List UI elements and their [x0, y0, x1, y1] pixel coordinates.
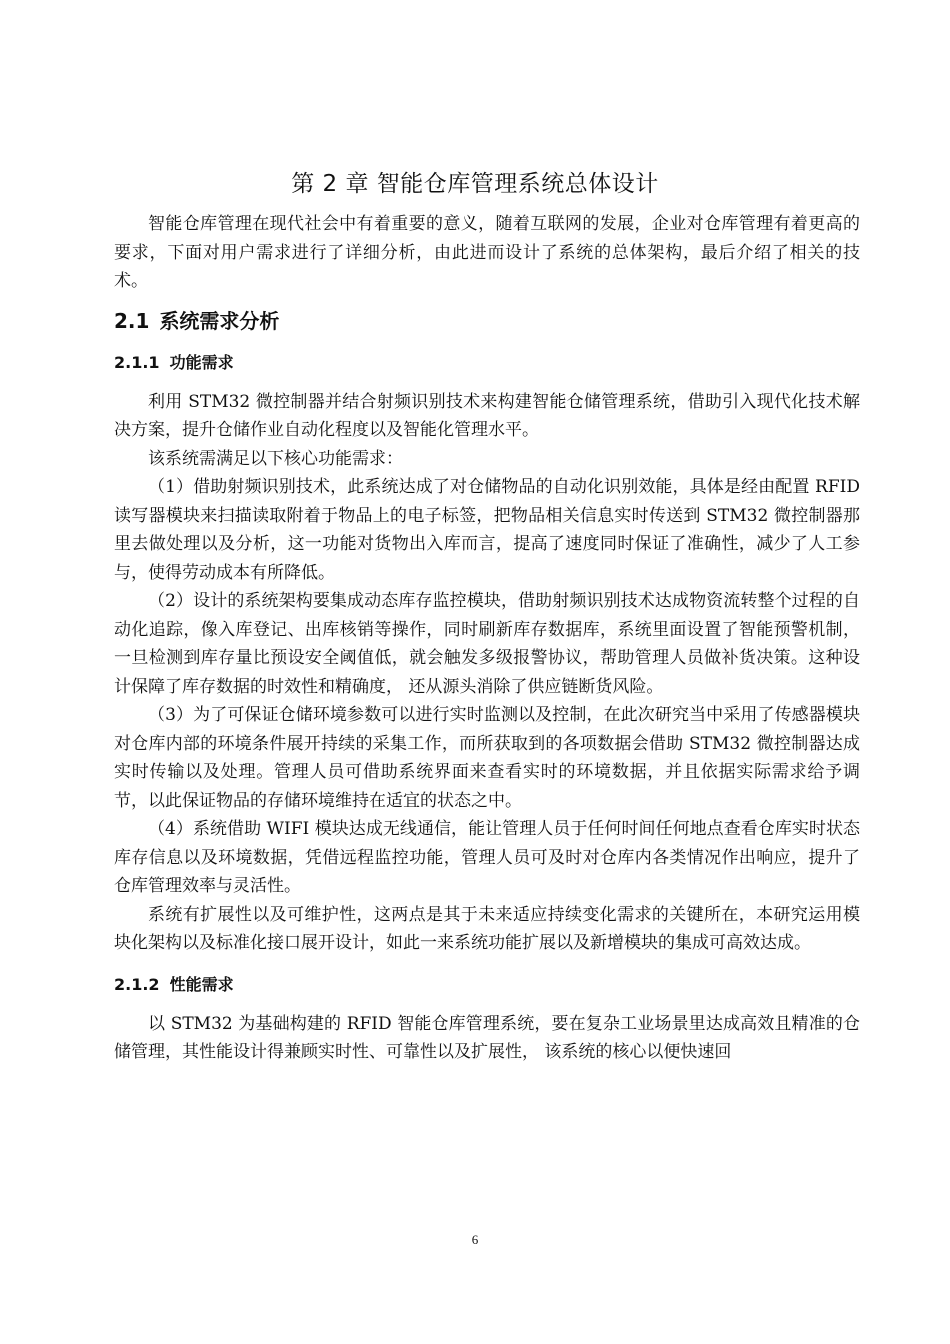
subsection-title: 性能需求: [169, 974, 234, 994]
section-heading: [114, 306, 860, 336]
body-paragraph: 系统有扩展性以及可维护性，这两点是其于未来适应持续变化需求的关键所在，本研究运用模块化架构以及标准化接口展开设计，如此一来系统功能扩展以及新增模块的集成可高效达成。: [114, 904, 860, 953]
subsection-heading-functional: [114, 350, 860, 376]
subsection-number: 2.1.1: [114, 352, 160, 372]
subsection-number: 2.1.2: [114, 974, 160, 994]
body-paragraph: 以 STM32 为基础构建的 RFID 智能仓库管理系统，要在复杂工业场景里达成高效且精准的仓储管理，其性能设计得兼顾实时性、可靠性以及扩展性， 该系统的核心以便快速回: [114, 1013, 860, 1062]
intro-paragraph: 智能仓库管理在现代社会中有着重要的意义，随着互联网的发展，企业对仓库管理有着更高的要求，下面对用户需求进行了详细分析，由此进而设计了系统的总体架构，最后介绍了相关的技术。: [114, 214, 860, 291]
body-paragraph: 该系统需满足以下核心功能需求：: [148, 448, 403, 469]
subsection-title: 功能需求: [169, 352, 234, 372]
page-content: [114, 210, 860, 1067]
section-number: 2.1: [114, 308, 150, 333]
requirement-item-1: （1）借助射频识别技术，此系统达成了对仓储物品的自动化识别效能，具体是经由配置 RFID 读写器模块来扫描读取附着于物品上的电子标签，把物品相关信息实时传送到 STM32 微控制器那里去做处理以及分析，这一功能对货物出入库而言，提高了速度同时保证了准确性，减少了人工参与，使得劳动成本有所降低。: [114, 477, 860, 583]
requirement-item-2: （2）设计的系统架构要集成动态库存监控模块，借助射频识别技术达成物资流转整个过程的自动化追踪，像入库登记、出库核销等操作，同时刷新库存数据库，系统里面设置了智能预警机制，一旦检测到库存量比预设安全阈值低，就会触发多级报警协议，帮助管理人员做补货决策。这种设计保障了库存数据的时效性和精确度， 还从源头消除了供应链断货风险。: [114, 591, 860, 697]
requirement-item-3: （3）为了可保证仓储环境参数可以进行实时监测以及控制，在此次研究当中采用了传感器模块对仓库内部的环境条件展开持续的采集工作，而所获取到的各项数据会借助 STM32 微控制器达成实时传输以及处理。管理人员可借助系统界面来查看实时的环境数据，并且依据实际需求给予调节，以此保证物品的存储环境维持在适宜的状态之中。: [114, 705, 860, 811]
subsection-heading-performance: [114, 972, 860, 998]
page-number: 6: [471, 1232, 479, 1247]
chapter-title: 第 2 章 智能仓库管理系统总体设计: [291, 171, 659, 198]
body-paragraph: 利用 STM32 微控制器并结合射频识别技术来构建智能仓储管理系统，借助引入现代化技术解决方案，提升仓储作业自动化程度以及智能化管理水平。: [114, 391, 860, 440]
requirement-item-4: （4）系统借助 WIFI 模块达成无线通信，能让管理人员于任何时间任何地点查看仓库实时状态库存信息以及环境数据，凭借远程监控功能，管理人员可及时对仓库内各类情况作出响应，提升了仓库管理效率与灵活性。: [114, 819, 860, 896]
section-title: 系统需求分析: [159, 308, 280, 333]
